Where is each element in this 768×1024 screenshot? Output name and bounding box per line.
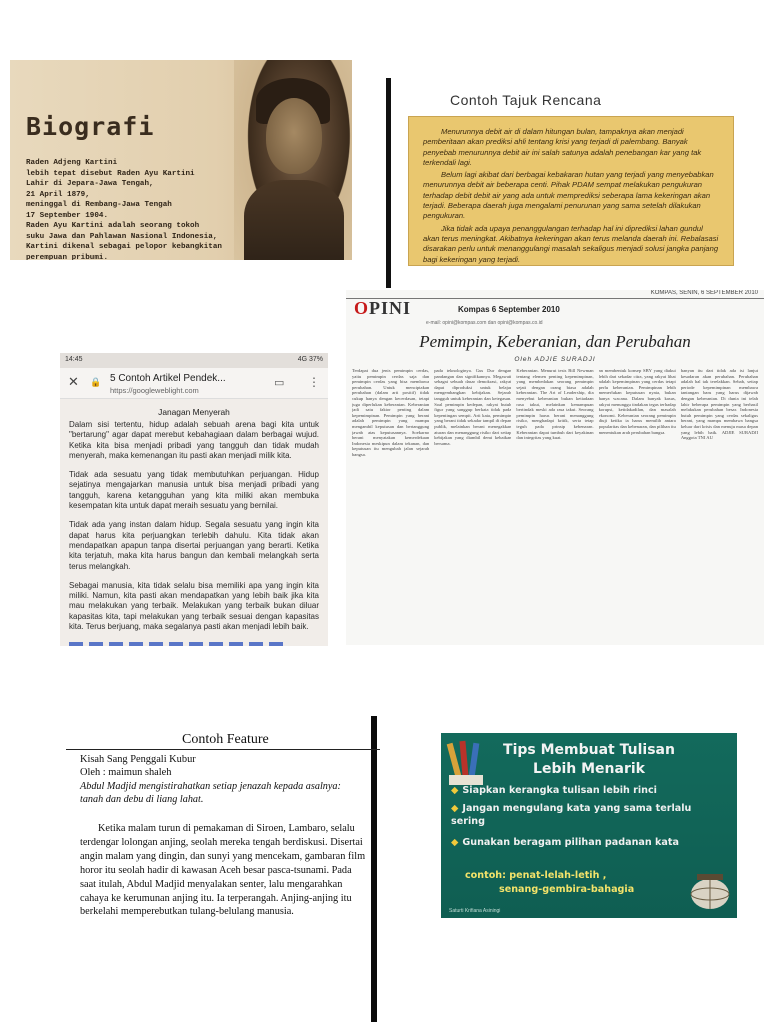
article-columns (352, 368, 758, 637)
tips-item (451, 785, 657, 798)
opini-author: Oleh ADJIE SURADJI (514, 356, 596, 363)
contoh-feature-image (66, 716, 380, 1022)
feature-heading: Kisah Sang Penggali Kubur (80, 754, 196, 765)
phone-screenshot (60, 353, 328, 646)
bio-line: Lahir di Jepara-Jawa Tengah, (26, 180, 154, 188)
status-indicators: 4G 37% (297, 356, 323, 363)
article-column: banyan itu dari tidak ada isi lanjut kesadaran akan perubahan. Perubahan adalah hal tak terelakkan. Sebab, setiap periode kepemimpinan membawa tantangan baru yang harus dijawab dengan keberanian. Di dunia ini telah lahir beberapa pemimpin yang berhasil melakukan perubahan besar. Indonesia butuh pemimpin yang cerdas sekaligus berani, yang mampu membawa bangsa keluar dari krisis dan menuju masa depan yang lebih baik. ADJIE SURADJI Anggota TNI AU (680, 368, 759, 441)
tajuk-paragraph: Belum lagi akibat dari berbagai kebakaran hutan yang terjadi yang menyebabkan menurunnya debit air beberapa centi. Pihak PDAM sempat melakukan pengukuran terhadap debit debit air yang ada untuk memprediksi seberapa lama kekeringan akan terjadi. Beberapa daerah juga mengalami penurunan yang sama setelah dilakukan pengukuran. (423, 170, 714, 221)
feature-byline: Oleh : maimun shaleh (80, 767, 172, 778)
article-paragraph: Tidak ada sesuatu yang tidak membutuhkan perjuangan. Hidup sejatinya mengajarkan manusia untuk bisa menjadi pribadi yang tangguh, karena ketangguhan yang kita miliki akan membuka kesempatan kita untuk dapat meraih sesuatu yang bernilai. (69, 470, 319, 511)
opini-newspaper-image (346, 290, 764, 645)
feature-divider (371, 716, 377, 1022)
tips-item-text: Siapkan kerangka tulisan lebih rinci (462, 785, 657, 796)
logo-rest: PINI (369, 298, 412, 318)
tajuk-title: Contoh Tajuk Rencana (450, 92, 602, 108)
tips-item (451, 837, 701, 850)
close-icon[interactable]: ✕ (68, 374, 79, 389)
tajuk-rencana-image (386, 78, 756, 288)
article-column: an membentuk konsep SBY yang diakui lebih dari sekadar citra, yang rakyat lihat adalah kepemimpinan yang cerdas tetapi perlu keberanian. Pemimpinan lebih memerlukan keputusan nyata, bukan hanya wacana. Dalam banyak kasus, rakyat menunggu tindakan tegas terhadap korupsi, ketidakadilan, dan masalah ekonomi. Keberanian seorang pemimpin diuji ketika ia harus memilih antara popularitas dan kebenaran, dan pilihan itu menentukan arah perubahan bangsa. (598, 368, 676, 435)
biografi-text (26, 158, 276, 260)
tips-item-text: Jangan mengulang kata yang sama terlalu sering (451, 803, 692, 827)
tajuk-text-box (408, 116, 734, 266)
tajuk-paragraph: Jika tidak ada upaya penanggulangan terhadap hal ini diprediksi lahan gundul akan terus meningkat. Akibatnya kekeringan akan terus melanda daerah ini. Rebalasasi disarakan perlu untuk menanggulangi masalah sekaligus menjadi solusi jangka panjang bagi kekeringan yang terjadi. (423, 223, 719, 264)
opini-logo (354, 298, 411, 319)
bio-line: 17 September 1904. (26, 211, 109, 220)
bullet-icon: ◆ (451, 803, 459, 814)
tips-slide-image (441, 733, 737, 918)
bullet-icon: ◆ (451, 837, 459, 848)
edition-label: Kompas 6 September 2010 (458, 305, 560, 314)
biografi-title: Biografi (26, 112, 155, 141)
more-menu-icon[interactable]: ⋮ (308, 375, 320, 389)
tips-title (441, 741, 737, 779)
tips-title-line: Lebih Menarik (533, 761, 645, 777)
cut-off-link[interactable] (69, 642, 289, 646)
page-title[interactable]: 5 Contoh Artikel Pendek... (110, 373, 226, 384)
bio-line: meninggal di Rembang-Jawa Tengah (26, 201, 172, 209)
feature-title: Contoh Feature (182, 732, 269, 747)
bio-line: Kartini dikenal sebagai pelopor kebangkitan (26, 243, 222, 251)
tips-example: senang-gembira-bahagia (499, 884, 635, 895)
feature-body: Ketika malam turun di pemakaman di Siroen, Lambaro, selalu terdengar lolongan anjing, seolah mereka tengah berdiskusi. Disertai angin malam yang dingin, dan sunyi yang mencekam, gambaran film horor itu seolah hadir di kawasan Aceh besar pasca-tsunami. Pada saat itulah, Abdul Madjid menyalakan senter, lalu mengarahkan cahaya ke kerumunan anjing itu. Ia terperangah. Anjing-anjing itu berkelahi memperebutkan tulang-belulang manusia. (80, 823, 366, 918)
article-heading: Janagan Menyerah (158, 407, 230, 417)
tajuk-divider (386, 78, 391, 288)
bio-line: perempuan pribumi. (26, 253, 109, 260)
page-url[interactable]: https://googleweblight.com (110, 386, 199, 395)
article-paragraph: Tidak ada yang instan dalam hidup. Segala sesuatu yang ingin kita dapat harus kita perjuangkan terlebih dahulu. Kita tidak akan mendapatkan apapun tanpa disertai perjuangan yang berarti. Ketika kita terjatuh, maka kita harus bangun dan kembali melangkah serta terus melangkah. (69, 520, 319, 571)
opini-email: e-mail: opini@kompas.com dan opini@kompas.co.id (426, 320, 543, 326)
feature-rule (66, 749, 380, 750)
tips-credit: Saturti Krifiana Asiningi (449, 908, 501, 914)
tajuk-paragraph: Menurunnya debit air di dalam hitungan bulan, tampaknya akan menjadi pemberitaan akan prediksi ahli tentang krisi yang terjadi di palembang. Banyak penyebab menurunnya debit air ini salah satunya adalah penebangan kar yang tak terkendali lagi. (423, 127, 702, 167)
bio-line: Raden Ayu Kartini adalah seorang tokoh (26, 222, 200, 230)
biografi-image (10, 60, 352, 260)
article-paragraph: Sebagai manusia, kita tidak selalu bisa memiliki apa yang ingin kita miliki. Namun, kita pasti akan mendapatkan yang lebih baik jika kita mau melakukan yang terbaik. Melakukan yang terbaik bukan diluar kapasitas kita, tapi melakukan yang terbaik sesuai dengan kapasitas kita. Terus berjuang, maka segalanya pasti akan menjadi lebih baik. (69, 580, 319, 632)
newspaper-date: KOMPAS, SENIN, 6 SEPTEMBER 2010 (650, 290, 758, 296)
feature-quote: Abdul Madjid mengistirahatkan setiap jenazah kepada asalnya: tanah dan debu di liang lahat. (80, 781, 341, 805)
tips-item (451, 803, 701, 828)
tips-item-text: Gunakan beragam pilihan padanan kata (462, 837, 679, 848)
bio-line: 21 April 1879, (26, 190, 90, 199)
article-column: Terdapat dua jenis pemimpin cerdas, yaitu pemimpin cerdas saja dan pemimpin cerdas yang bisa membawa perubahan. Untuk menciptakan perubahan (dalam arti positif) tidak cukup hanya dengan kecerdasan, tetapi juga diperlukan keberanian. Keberanian jadi satu faktor penting dalam kepemimpinan. Pemimpin yang berani adalah pemimpin yang mampu mengambil keputusan dan bertanggung jawab atas keputusannya. Soekarno berani menyatakan kemerdekaan Indonesia meskipun dalam tekanan, dan keputusan itu mengubah jalan sejarah bangsa. (352, 368, 430, 457)
bio-line: suku Jawa dan Pahlawan Nasional Indonesia, (26, 232, 218, 241)
opini-headline: Pemimpin, Keberanian, dan Perubahan (419, 332, 691, 351)
tips-title-line: Tips Membuat Tulisan (503, 742, 675, 758)
lock-icon: 🔒 (90, 377, 102, 387)
article-column: pada teknologinya. Gus Dur dengan pandangan dan signifikannya. Megawati sebagai sebuah dasar demokrasi, rakyat dapat diproduksi untuk belajar mengembangkan kebijakan. Sejarah tangguh untuk keberanian dan ketegasan. Soal pemimpin kedepan, rakyat butuh figur yang sanggup berkata tidak pada kepentingan sempit. Arti kata, pemimpin yang berani tidak sekadar tampil di depan publik, melainkan berani menegakkan aturan dan menanggung risiko dari setiap kebijakan yang diambil demi kebaikan bersama. (434, 368, 512, 446)
article-body (69, 407, 319, 641)
bullet-icon: ◆ (451, 785, 459, 796)
article-paragraph: Dalam sisi tertentu, hidup adalah sebuah arena bagi kita untuk "bertarung" agar dapat merebut kebahagiaan dalam berbagai wujud. Ketika kita bisa menjadi pribadi yang tangguh dan tidak mudah menyerah, maka kemenangan itu pasti akan menjadi milik kita. (69, 420, 319, 460)
logo-red-letter: O (354, 298, 370, 318)
article-column: Keberanian. Menurut tesis Bill Newman tentang elemen penting kepemimpinan, yang membedakan seorang pemimpin sejati dengan orang biasa adalah keberanian. The Art of Leadership, dia menyebut keberanian bukan ketiadaan rasa takut, melainkan kemampuan bertindak meski ada rasa takut. Seorang pemimpin harus berani menanggung risiko, menghadapi kritik, serta tetap teguh pada prinsip kebenaran. Keberanian dapat tumbuh dari keyakinan dan integritas yang kuat. (516, 368, 594, 441)
bio-line: Raden Adjeng Kartini (26, 159, 118, 167)
bio-line: lebih tepat disebut Raden Ayu Kartini (26, 169, 195, 178)
bookmark-icon[interactable]: ▭ (274, 377, 285, 389)
globe-icon (689, 872, 731, 912)
status-bar (60, 353, 328, 368)
tips-example: contoh: penat-lelah-letih , (465, 870, 607, 881)
browser-toolbar (60, 368, 328, 399)
status-time: 14:45 (65, 356, 83, 363)
